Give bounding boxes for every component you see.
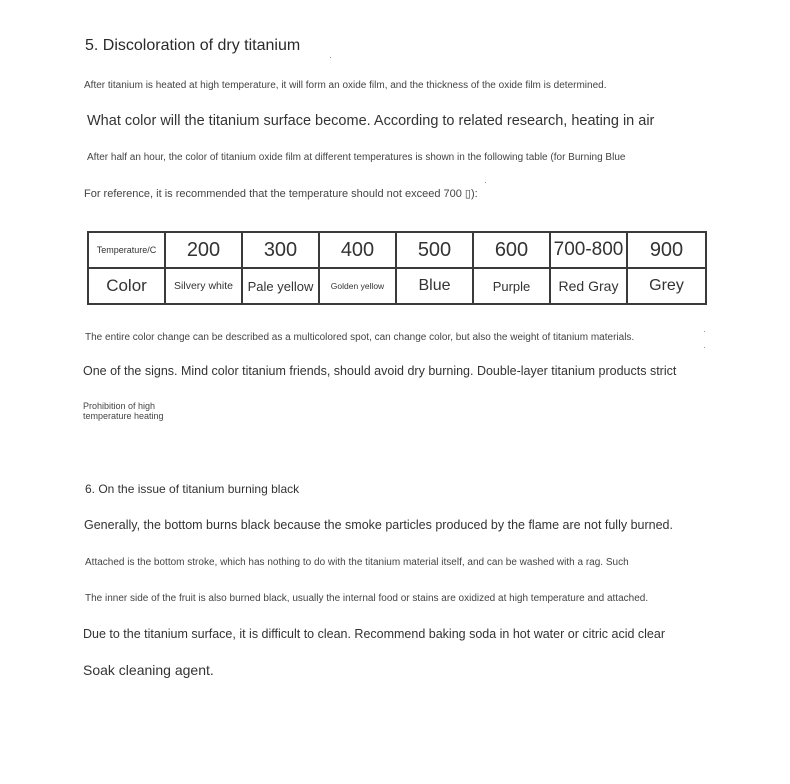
stray-mark	[485, 182, 486, 183]
paragraph-line: Soak cleaning agent.	[83, 662, 214, 678]
table-cell-temperature: 700-800	[550, 232, 627, 268]
table-cell-color: Golden yellow	[319, 268, 396, 304]
stray-mark	[704, 347, 705, 348]
table-cell-color: Grey	[627, 268, 706, 304]
paragraph-line: What color will the titanium surface become. According to related research, heating in air	[87, 113, 655, 129]
table-cell-temperature: 300	[242, 232, 319, 268]
paragraph-line: The entire color change can be described as a multicolored spot, can change color, but also the weight of titanium materials.	[85, 332, 635, 343]
section-6-title: 6. On the issue of titanium burning black	[85, 482, 300, 496]
paragraph-line: For reference, it is recommended that the temperature should not exceed 700 ▯):	[84, 188, 478, 200]
paragraph-line: Prohibition of high temperature heating	[83, 401, 164, 421]
paragraph-line: After half an hour, the color of titanium oxide film at different temperatures is shown in the following table (for Burning Blue	[87, 152, 626, 163]
table-cell-temperature: 400	[319, 232, 396, 268]
table-cell-color: Purple	[473, 268, 550, 304]
paragraph-line: Due to the titanium surface, it is difficult to clean. Recommend baking soda in hot water or citric acid clear	[83, 627, 665, 641]
paragraph-line: Generally, the bottom burns black because the smoke particles produced by the flame are not fully burned.	[84, 518, 673, 532]
table-cell-color: Silvery white	[165, 268, 242, 304]
table-cell-color: Pale yellow	[242, 268, 319, 304]
stray-mark	[330, 57, 331, 58]
table-cell-color: Blue	[396, 268, 473, 304]
table-cell-color: Red Gray	[550, 268, 627, 304]
temperature-color-table	[87, 231, 707, 305]
table-header-color: Color	[88, 268, 165, 304]
paragraph-line: Attached is the bottom stroke, which has nothing to do with the titanium material itself, and can be washed with a rag. Such	[85, 557, 629, 568]
paragraph-line: One of the signs. Mind color titanium friends, should avoid dry burning. Double-layer titanium products strict	[83, 364, 677, 378]
table-row-temperature	[88, 232, 706, 268]
table-cell-temperature: 500	[396, 232, 473, 268]
table-cell-temperature: 600	[473, 232, 550, 268]
table-cell-temperature: 200	[165, 232, 242, 268]
paragraph-line: The inner side of the fruit is also burned black, usually the internal food or stains are oxidized at high temperature and attached.	[85, 593, 649, 604]
paragraph-line: After titanium is heated at high temperature, it will form an oxide film, and the thickness of the oxide film is determined.	[84, 80, 607, 91]
table-cell-temperature: 900	[627, 232, 706, 268]
stray-mark	[704, 331, 705, 332]
table-row-color	[88, 268, 706, 304]
table-header-temperature: Temperature/C	[88, 232, 165, 268]
section-5-title: 5. Discoloration of dry titanium	[85, 37, 301, 54]
